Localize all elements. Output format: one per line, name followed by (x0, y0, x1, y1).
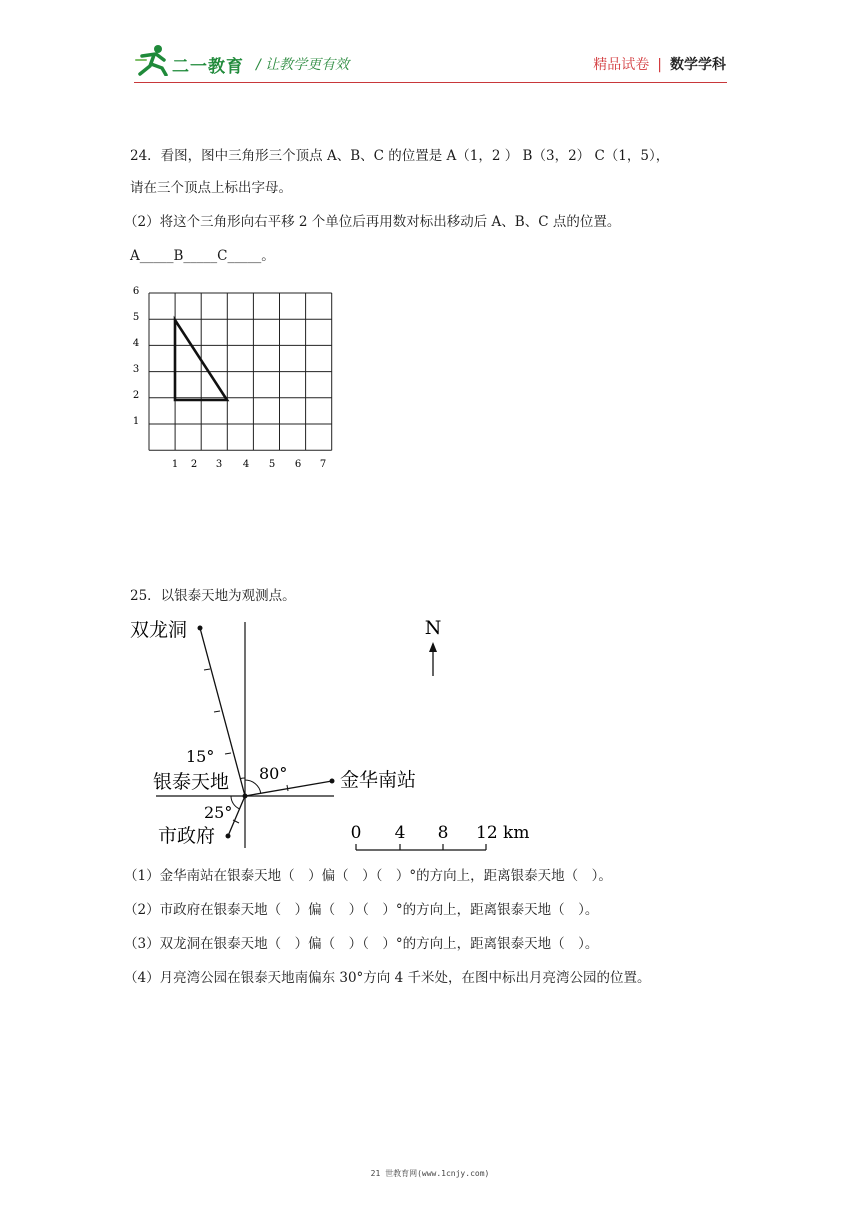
q24-line2: 请在三个顶点上标出字母。 (130, 180, 292, 196)
jinhua-south-tick (287, 785, 288, 791)
north-label: N (424, 617, 442, 639)
scale-label-12: 12 km (476, 823, 530, 843)
x-tick-4: 4 (242, 459, 250, 470)
y-tick-2: 2 (132, 390, 140, 401)
x-tick-6: 6 (294, 459, 302, 470)
q25-title: 25．以银泰天地为观测点。 (130, 588, 296, 604)
q24-line3: （2）将这个三角形向右平移 2 个单位后再用数对标出移动后 A、B、C 点的位置。 (124, 214, 621, 230)
q25-sub2: （2）市政府在银泰天地（ ）偏（ ）（ ）°的方向上，距离银泰天地（ ）。 (124, 902, 599, 918)
grid-lines (149, 293, 332, 450)
x-tick-7: 7 (319, 459, 327, 470)
shizhengfu-point (226, 834, 231, 839)
label-angle-15: 15° (186, 747, 215, 766)
shuanglongdong-tick-3 (225, 753, 231, 754)
label-angle-80: 80° (259, 764, 288, 783)
header-paper-type: 精品试卷 (593, 57, 650, 73)
q24-answer-line: A_____B_____C_____。 (130, 248, 275, 264)
label-shuanglongdong: 双龙洞 (130, 619, 188, 641)
q25-sub1: （1）金华南站在银泰天地（ ）偏（ ）（ ）°的方向上，距离银泰天地（ ）。 (124, 868, 612, 884)
header-slogan: / 让教学更有效 (256, 57, 350, 73)
page-footer: 21 世教育网(www.1cnjy.com) (370, 1169, 490, 1178)
scale-label-8: 8 (437, 823, 449, 843)
y-tick-5: 5 (132, 312, 140, 323)
x-tick-labels (172, 459, 326, 470)
line-to-jinhua-south (245, 781, 332, 796)
label-jinhua-south: 金华南站 (340, 769, 417, 791)
label-yintaitiandi: 银泰天地 (153, 771, 230, 793)
label-shizhengfu: 市政府 (158, 825, 216, 847)
y-tick-3: 3 (132, 364, 140, 375)
x-tick-2: 2 (190, 459, 198, 470)
header-separator: | (657, 57, 662, 73)
header-subject-name: 数学学科 (670, 57, 726, 73)
q25-sub3: （3）双龙洞在银泰天地（ ）偏（ ）（ ）°的方向上，距离银泰天地（ ）。 (124, 936, 599, 952)
angle-arc-15 (240, 778, 245, 779)
scale-label-4: 4 (394, 823, 406, 843)
y-tick-6: 6 (132, 286, 140, 297)
yintaitiandi-point (243, 794, 248, 799)
coordinate-grid (0, 0, 860, 520)
north-arrowhead-icon (429, 642, 437, 652)
jinhua-south-point (330, 779, 335, 784)
scale-label-0: 0 (350, 823, 362, 843)
shuanglongdong-tick-1 (204, 669, 210, 670)
x-tick-3: 3 (215, 459, 223, 470)
y-tick-labels (133, 286, 139, 427)
label-angle-25: 25° (204, 803, 233, 822)
logo-text: 二一教育 (172, 57, 244, 77)
shuanglongdong-tick-2 (214, 711, 220, 712)
slogan-text: 让教学更有效 (265, 57, 350, 73)
q25-sub4: （4）月亮湾公园在银泰天地南偏东 30°方向 4 千米处，在图中标出月亮湾公园的位置。 (124, 970, 651, 986)
y-tick-4: 4 (132, 338, 140, 349)
y-tick-1: 1 (132, 416, 140, 427)
q24-line1: 24．看图，图中三角形三个顶点 A、B、C 的位置是 A（1，2 ） B（3，2） C（1，5）， (130, 148, 670, 164)
shuanglongdong-point (198, 626, 203, 631)
x-tick-1: 1 (171, 459, 179, 470)
x-tick-5: 5 (268, 459, 276, 470)
direction-diagram (0, 600, 860, 860)
